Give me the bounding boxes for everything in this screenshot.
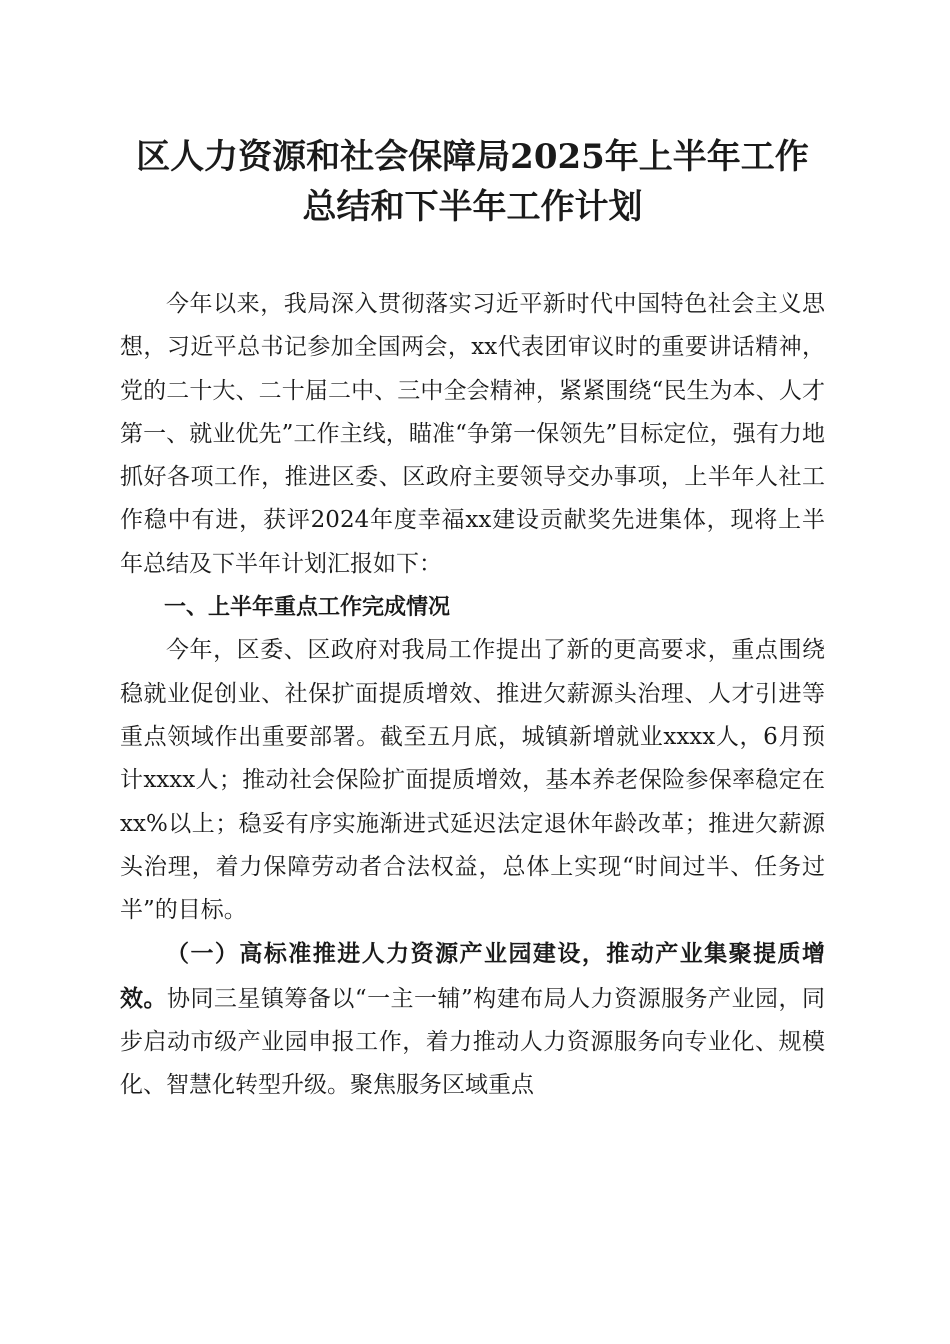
section-1-heading: 一、上半年重点工作完成情况 bbox=[164, 595, 451, 621]
title-line-2: 总结和下半年工作计划 bbox=[302, 187, 643, 227]
item-1-text: 协同三星镇筹备以“一主一辅”构建布局人力资源服务产业园，同步启动市级产业园申报工作，着力推动人力资源服务向专业化、规模化、智慧化转型升级。聚焦服务区域重点 bbox=[120, 985, 825, 1099]
document-page bbox=[120, 132, 825, 1108]
document-body bbox=[120, 283, 825, 1108]
section-1-paragraph: 今年，区委、区政府对我局工作提出了新的更高要求，重点围绕稳就业促创业、社保扩面提质增效、推进欠薪源头治理、人才引进等重点领域作出重要部署。截至五月底，城镇新增就业xxxx人，6月预计xxxx人；推动社会保险扩面提质增效，基本养老保险参保率稳定在xx%以上；稳妥有序实施渐进式延迟法定退休年龄改革；推进欠薪源头治理，着力保障劳动者合法权益，总体上实现“时间过半、任务过半”的目标。 bbox=[120, 637, 825, 924]
title-line-1: 区人力资源和社会保障局2025年上半年工作 bbox=[136, 137, 809, 177]
document-title bbox=[120, 132, 825, 232]
item-1-heading: （一）高标准推进人力资源产业园建设，推动产业集聚提质增效。 bbox=[120, 940, 825, 1012]
intro-paragraph: 今年以来，我局深入贯彻落实习近平新时代中国特色社会主义思想，习近平总书记参加全国两会，xx代表团审议时的重要讲话精神，党的二十大、二十届二中、三中全会精神，紧紧围绕“民生为本、人才第一、就业优先”工作主线，瞄准“争第一保领先”目标定位，强有力地抓好各项工作，推进区委、区政府主要领导交办事项，上半年人社工作稳中有进，获评2024年度幸福xx建设贡献奖先进集体，现将上半年总结及下半年计划汇报如下： bbox=[120, 291, 825, 577]
item-1-paragraph bbox=[120, 932, 825, 1107]
